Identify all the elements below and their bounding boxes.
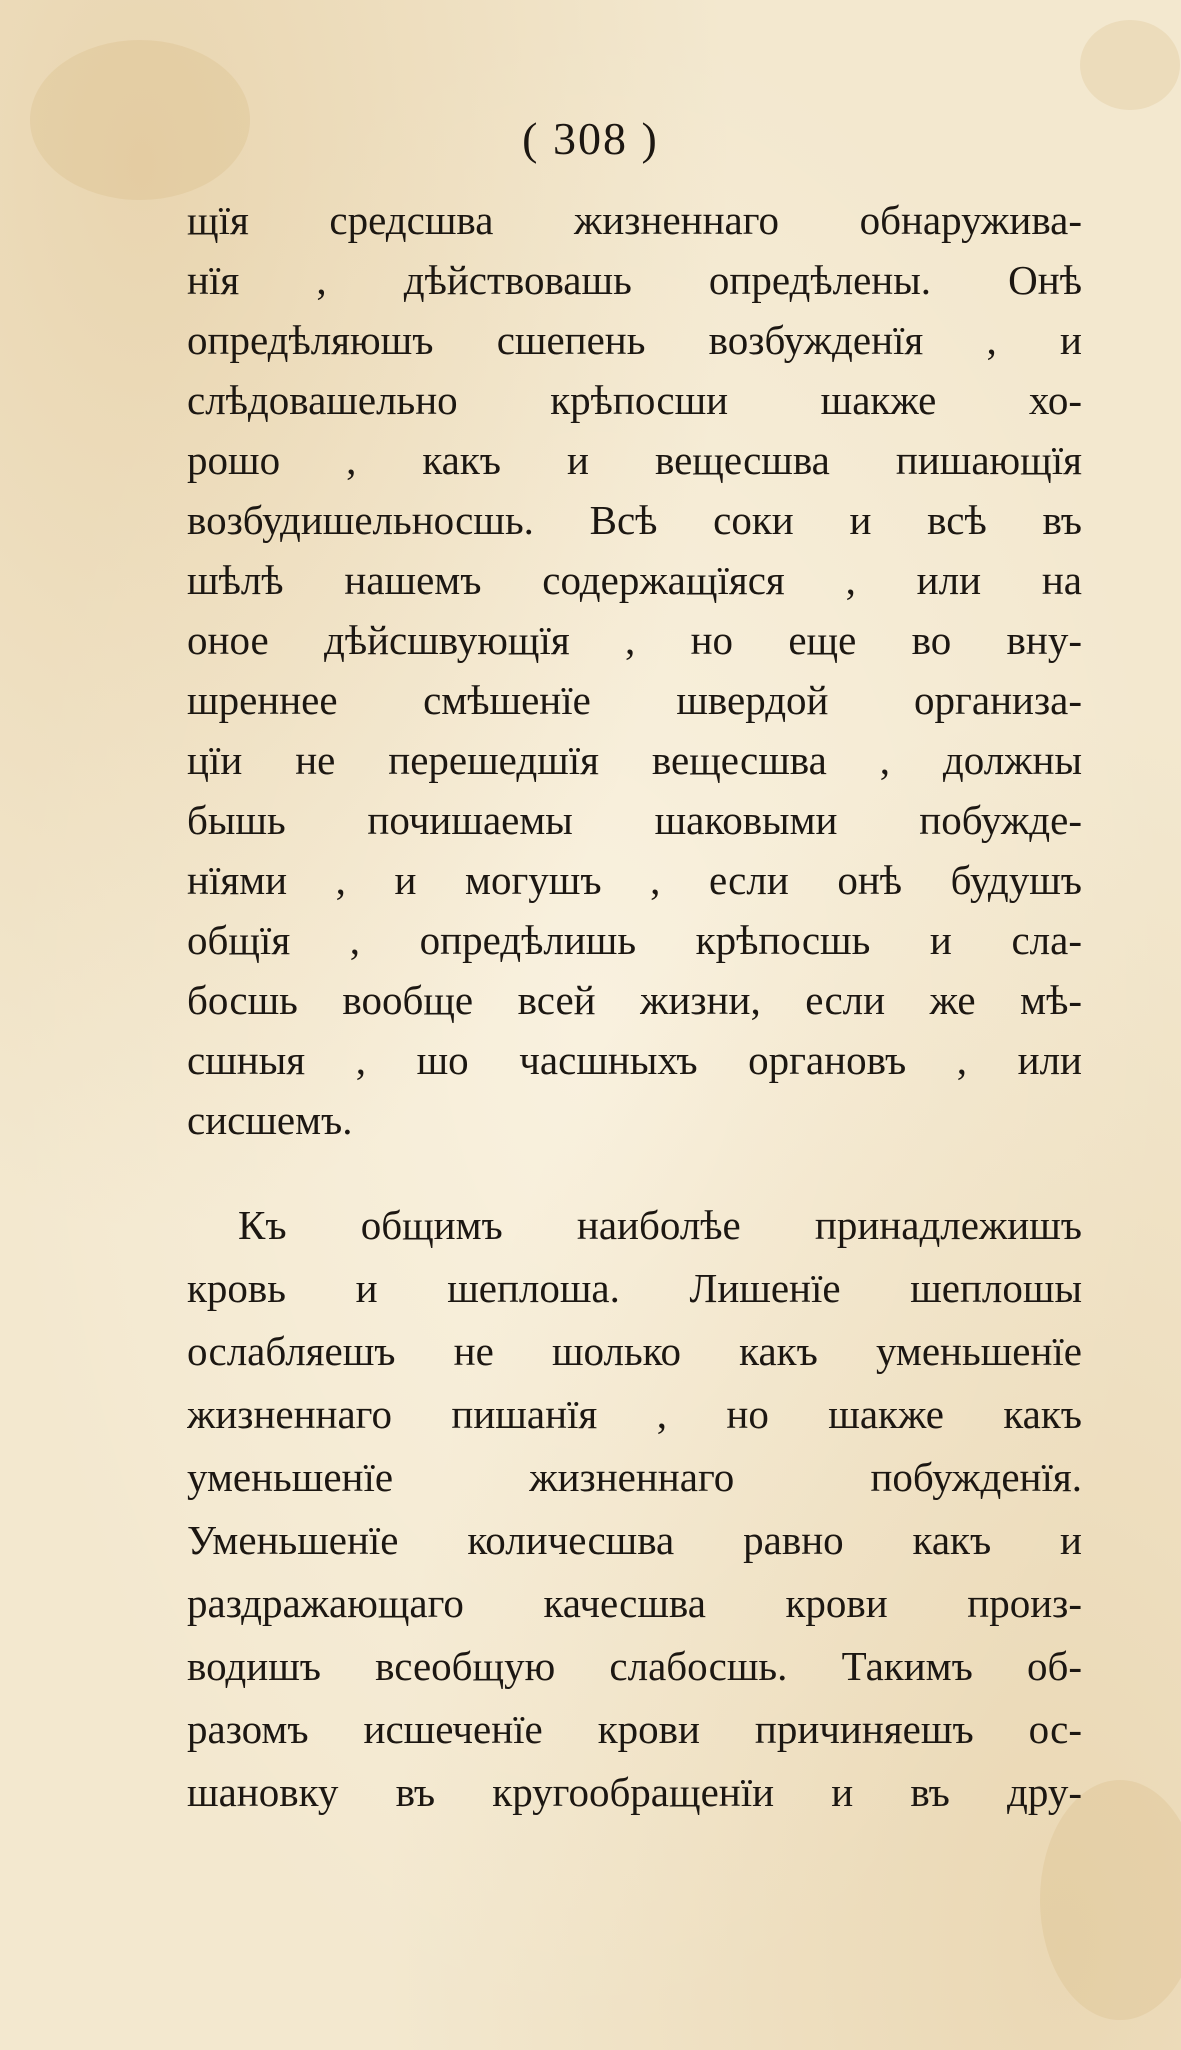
text-line: оное дѣйсшвующїя , но еще во вну-: [187, 617, 1082, 663]
text-line: уменьшенїе жизненнаго побужденїя.: [187, 1454, 1082, 1500]
text-line: шреннее смѣшенїе швердой организа-: [187, 677, 1082, 723]
text-line: слѣдовашельно крѣпосши шакже хо-: [187, 377, 1082, 423]
text-line: сисшемъ.: [187, 1097, 353, 1143]
page-number: ( 308 ): [522, 113, 659, 164]
text-line: шановку въ кругообращенїи и въ дру-: [187, 1769, 1082, 1815]
text-line: Уменьшенїе количесшва равно какъ и: [187, 1517, 1082, 1563]
text-line: жизненнаго пишанїя , но шакже какъ: [187, 1391, 1082, 1437]
text-line: бышь почишаемы шаковыми побужде-: [187, 797, 1082, 843]
text-line: опредѣляюшъ сшепень возбужденїя , и: [187, 317, 1082, 363]
text-line: разомъ исшеченїе крови причиняешъ ос-: [187, 1706, 1082, 1752]
text-line: нїя , дѣйствовашь опредѣлены. Онѣ: [187, 257, 1082, 303]
text-line: возбудишельносшь. Всѣ соки и всѣ въ: [187, 497, 1082, 543]
text-line: сшныя , шо часшныхъ органовъ , или: [187, 1037, 1082, 1083]
text-line: щїя средсшва жизненнаго обнаружива-: [187, 197, 1082, 243]
text-line: босшь вообще всей жизни, если же мѣ-: [187, 977, 1082, 1023]
text-line: шѣлѣ нашемъ содержащїяся , или на: [187, 557, 1082, 603]
text-line: водишъ всеобщую слабосшь. Такимъ об-: [187, 1643, 1082, 1689]
text-line: цїи не перешедшїя вещесшва , должны: [187, 737, 1082, 783]
text-line: рошо , какъ и вещесшва пишающїя: [187, 437, 1082, 483]
text-line: Къ общимъ наиболѣе принадлежишъ: [238, 1202, 1082, 1248]
text-line: ослабляешъ не шолько какъ уменьшенїе: [187, 1328, 1082, 1374]
paper-stain: [1080, 20, 1180, 110]
text-line: раздражающаго качесшва крови произ-: [187, 1580, 1082, 1626]
text-line: кровь и шеплоша. Лишенїе шеплошы: [187, 1265, 1082, 1311]
text-line: нїями , и могушъ , если онѣ будушъ: [187, 857, 1082, 903]
text-line: общїя , опредѣлишь крѣпосшь и сла-: [187, 917, 1082, 963]
